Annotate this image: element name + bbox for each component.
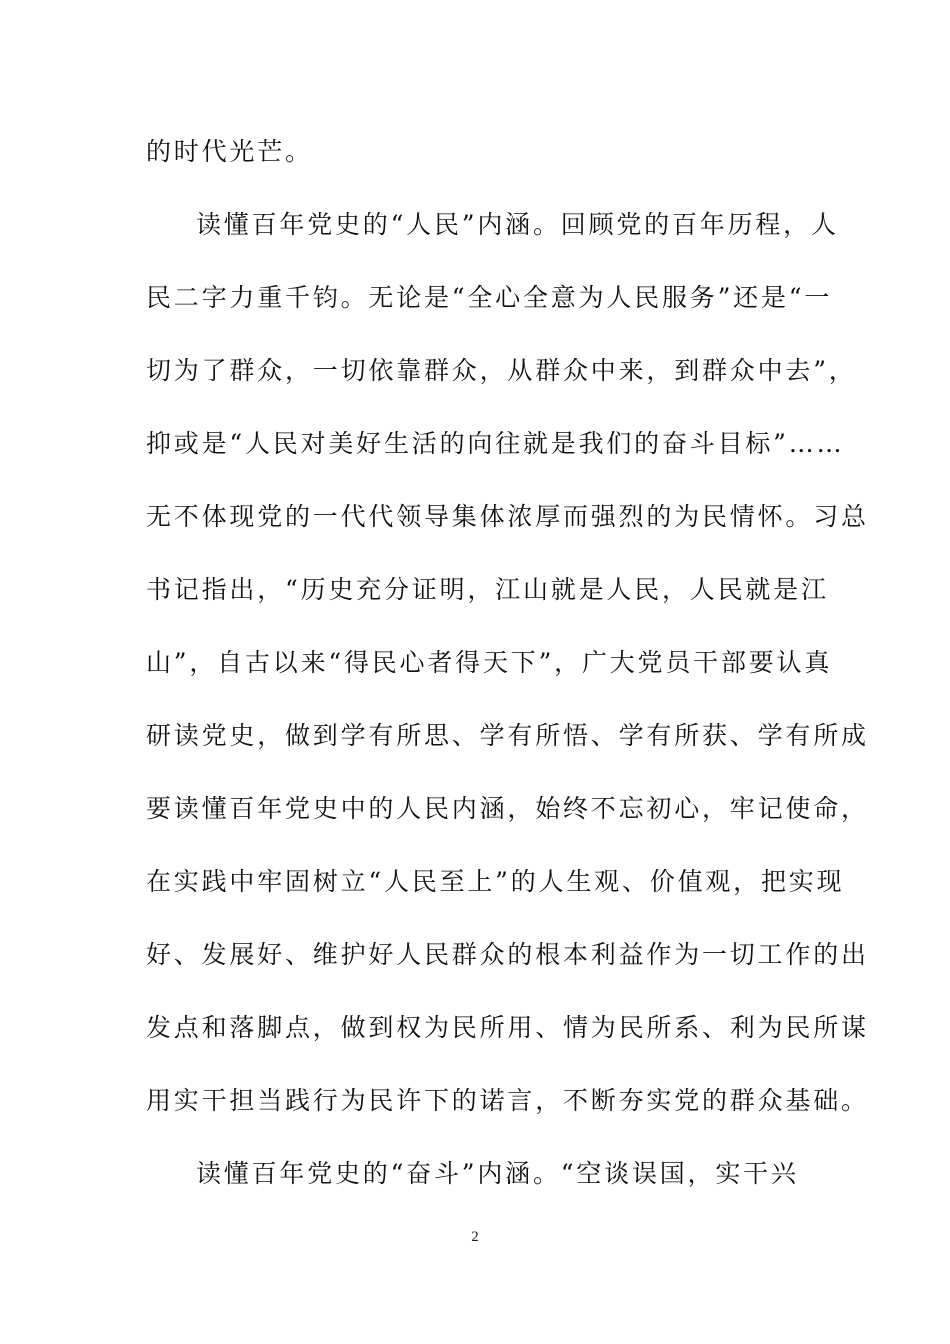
text-line: 书记指出，“历史充分证明，江山就是人民，人民就是江 xyxy=(146,575,829,604)
text-line: 要读懂百年党史中的人民内涵，始终不忘初心，牢记使命， xyxy=(146,794,869,823)
text-line: 好、发展好、维护好人民群众的根本利益作为一切工作的出 xyxy=(146,940,869,969)
text-line: 发点和落脚点，做到权为民所用、情为民所系、利为民所谋 xyxy=(146,1013,869,1042)
text-line: 在实践中牢固树立“人民至上”的人生观、价值观，把实现 xyxy=(146,867,845,896)
paragraph-start-line: 读懂百年党史的“人民”内涵。回顾党的百年历程，人 xyxy=(196,210,839,239)
page-number: 2 xyxy=(471,1229,479,1245)
text-line: 用实干担当践行为民许下的诺言，不断夯实党的群众基础。 xyxy=(146,1086,869,1115)
text-line: 山”，自古以来“得民心者得天下”，广大党员干部要认真 xyxy=(146,648,833,677)
text-line: 研读党史，做到学有所思、学有所悟、学有所获、学有所成 xyxy=(146,721,869,750)
paragraph-start-line: 读懂百年党史的“奋斗”内涵。“空谈误国，实干兴 xyxy=(196,1159,799,1188)
text-line: 民二字力重千钧。无论是“全心全意为人民服务”还是“一 xyxy=(146,283,833,312)
text-line: 抑或是“人民对美好生活的向往就是我们的奋斗目标”…… xyxy=(146,429,845,458)
text-line: 无不体现党的一代代领导集体浓厚而强烈的为民情怀。习总 xyxy=(146,502,869,531)
text-line: 的时代光芒。 xyxy=(146,137,313,166)
text-line: 切为了群众，一切依靠群众，从群众中来，到群众中去”， xyxy=(146,356,857,385)
